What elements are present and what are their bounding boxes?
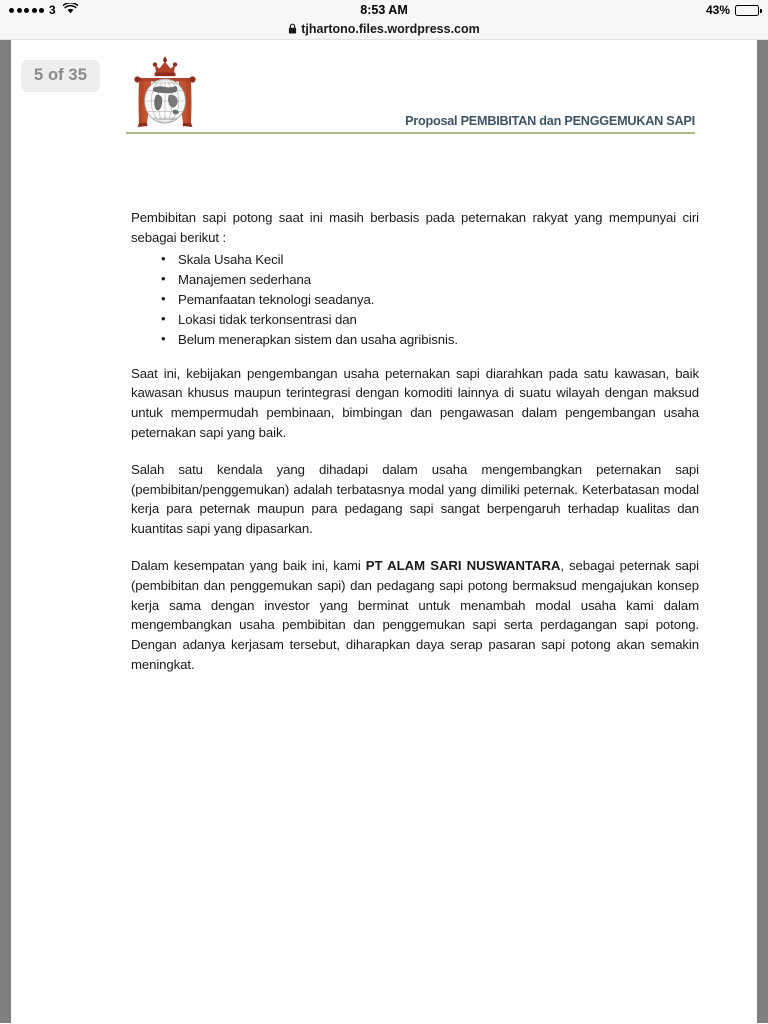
url-text: tjhartono.files.wordpress.com bbox=[301, 22, 480, 37]
ios-status-bar bbox=[0, 0, 768, 20]
document-page bbox=[11, 40, 757, 1023]
svg-text:PT ALAM SARI: PT ALAM SARI bbox=[153, 117, 177, 121]
battery-icon bbox=[735, 5, 759, 16]
list-item: • Pemanfaatan teknologi seadanya. bbox=[131, 290, 699, 310]
company-name: PT ALAM SARI NUSWANTARA bbox=[365, 557, 561, 573]
document-header bbox=[119, 52, 695, 129]
status-bar-left bbox=[9, 1, 78, 19]
intro-paragraph: Pembibitan sapi potong saat ini masih berbasis pada peternakan rakyat yang mempunyai ciri sebagai berikut : bbox=[131, 210, 699, 245]
crown-globe-crest-logo-icon bbox=[126, 52, 204, 129]
characteristics-list bbox=[131, 250, 699, 350]
paragraph-proposal bbox=[131, 556, 699, 675]
carrier-label: 3 bbox=[49, 3, 56, 17]
document-body bbox=[131, 208, 699, 675]
signal-strength-icon bbox=[9, 8, 44, 13]
wifi-icon bbox=[63, 1, 78, 19]
list-item: • Skala Usaha Kecil bbox=[131, 250, 699, 270]
browser-url-bar[interactable] bbox=[0, 20, 768, 40]
lock-icon bbox=[288, 21, 297, 39]
battery-percent-label: 43% bbox=[705, 3, 730, 17]
paragraph-proposal-rest: , sebagai peternak sapi (pembibitan dan penggemukan sapi) dan pedagang sapi potong bermaksud mengajukan konsep kerja sama dengan investor yang berminat untuk menambah modal usaha kami dalam mengembangkan usaha pembibitan dan penggemukan sapi serta perdagangan sapi potong. Dengan adanya kerjasam tersebut, diharapkan daya serap pasaran sapi potong akan semakin meningkat. bbox=[131, 557, 699, 672]
clock-label: 8:53 AM bbox=[360, 3, 408, 17]
page-indicator-badge: 5 of 35 bbox=[21, 60, 100, 92]
document-viewport[interactable] bbox=[0, 40, 768, 1023]
status-bar-right bbox=[706, 4, 759, 16]
paragraph-proposal-lead: Dalam kesempatan yang baik ini, kami bbox=[131, 557, 366, 573]
paragraph-policy: Saat ini, kebijakan pengembangan usaha peternakan sapi diarahkan pada satu kawasan, baik kawasan khusus maupun terintegrasi dengan komoditi lainnya di suatu wilayah dengan maksud untuk mempermudah pembinaan, bimbingan dan pengawasan dalam pengembangan usaha peternakan sapi yang baik. bbox=[131, 365, 699, 440]
list-item: • Belum menerapkan sistem dan usaha agribisnis. bbox=[131, 330, 699, 350]
document-title: Proposal PEMBIBITAN dan PENGGEMUKAN SAPI bbox=[405, 113, 695, 128]
list-item: • Manajemen sederhana bbox=[131, 270, 699, 290]
list-item: • Lokasi tidak terkonsentrasi dan bbox=[131, 310, 699, 330]
header-divider bbox=[126, 132, 695, 134]
paragraph-constraints: Salah satu kendala yang dihadapi dalam usaha mengembangkan peternakan sapi (pembibitan/penggemukan) adalah terbatasnya modal yang dimiliki peternak. Keterbatasan modal kerja para peternak maupun para pedagang sapi sangat berpengaruh terhadap kualitas dan kuantitas sapi yang dipasarkan. bbox=[131, 461, 699, 537]
